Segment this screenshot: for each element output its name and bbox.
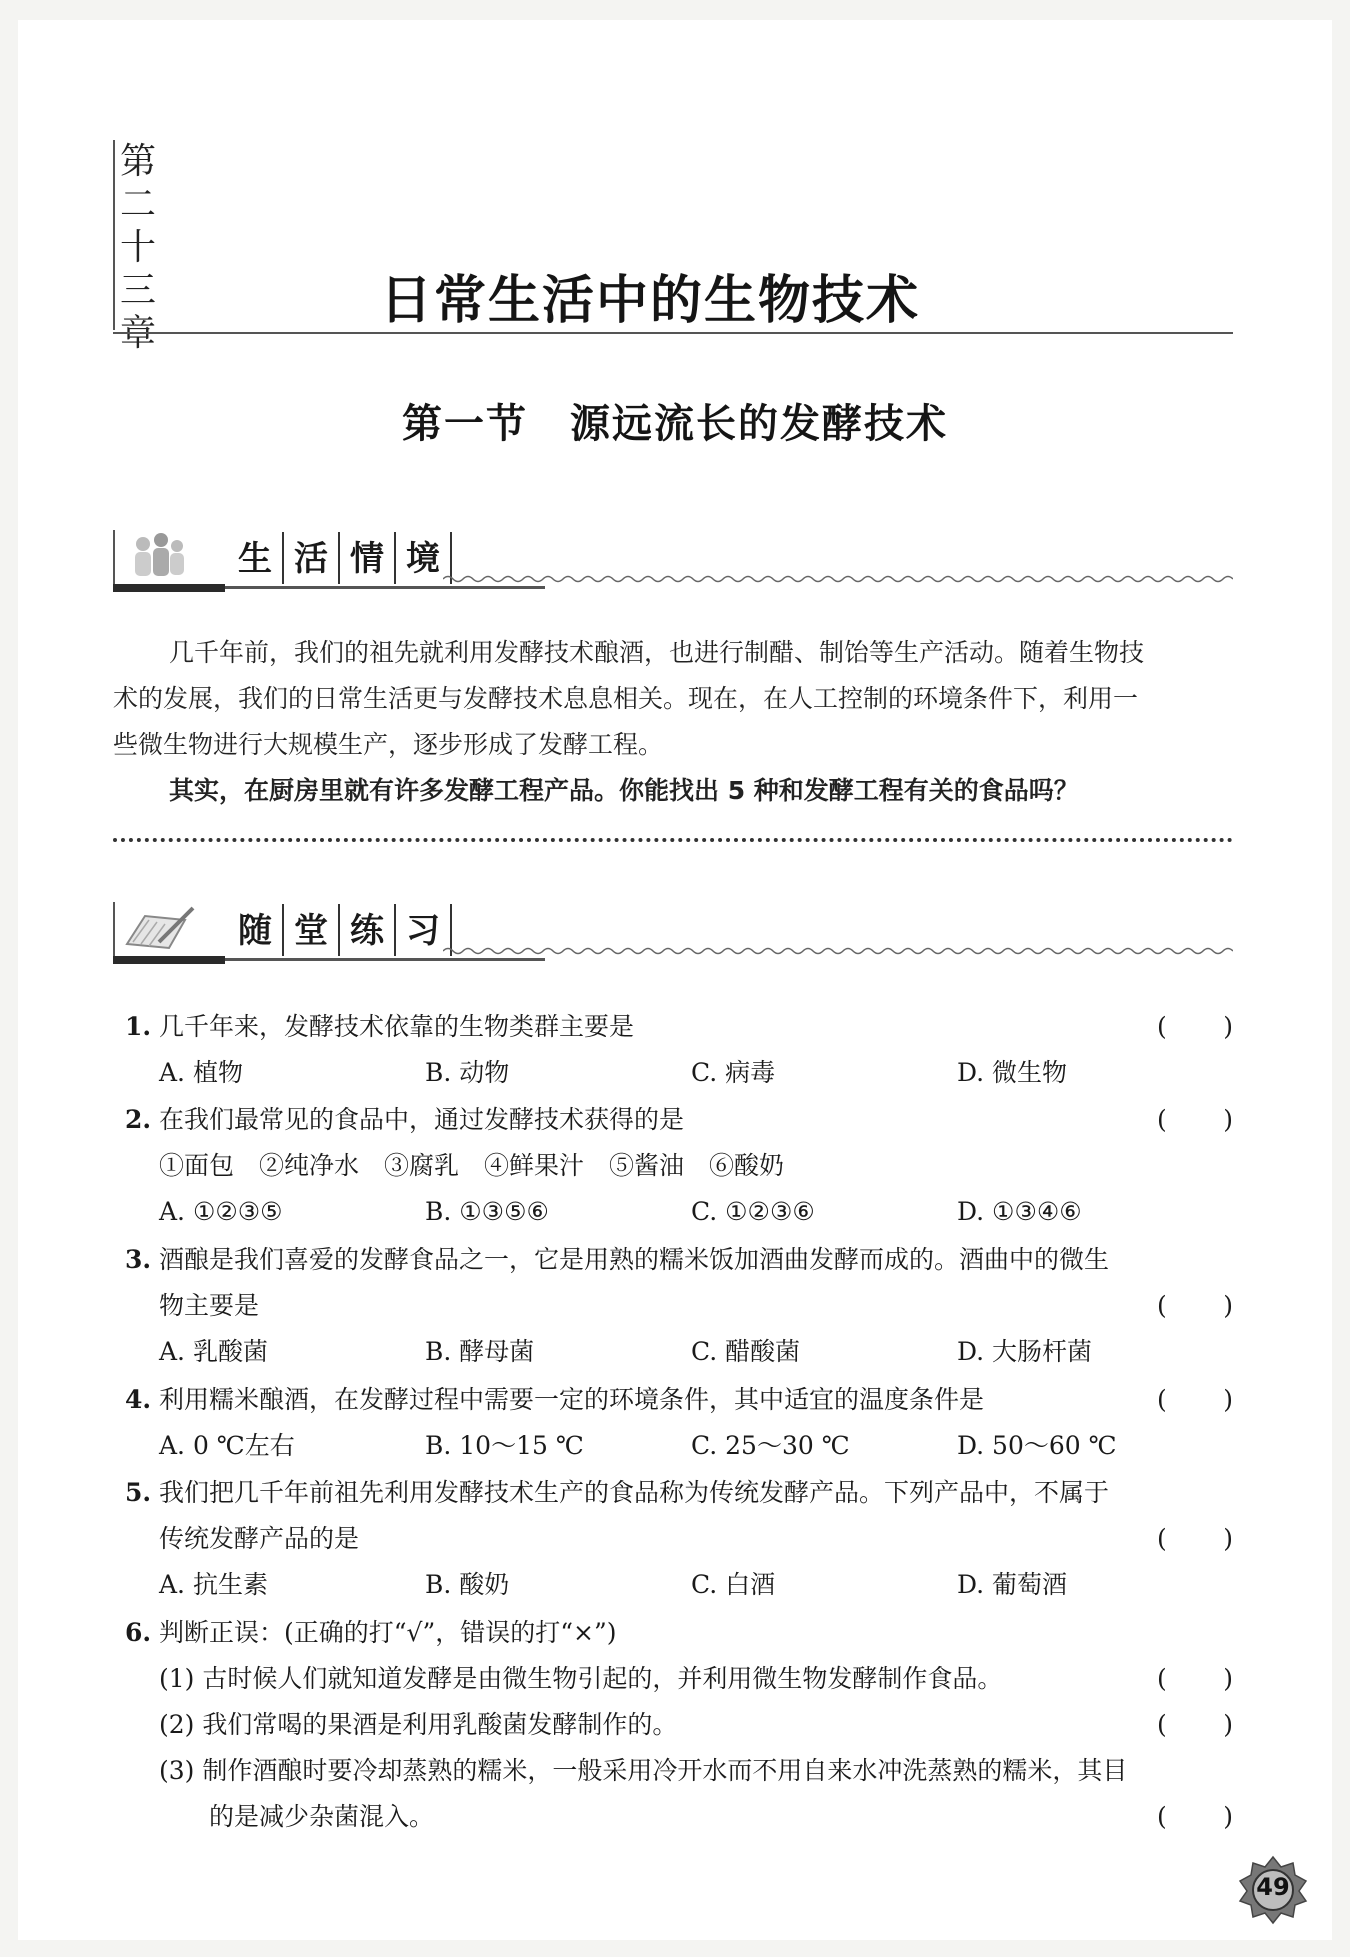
option-b[interactable]: B. ①③⑤⑥ — [425, 1197, 549, 1226]
chapter-char: 章 — [119, 313, 156, 354]
question-1 — [113, 1004, 1233, 1096]
option-d[interactable]: D. 葡萄酒 — [957, 1570, 1068, 1599]
statement-2: (2) 我们常喝的果酒是利用乳酸菌发酵制作的。 — [159, 1710, 678, 1739]
paren-open: ( — [1157, 1664, 1167, 1693]
notebook-pen-icon — [113, 902, 225, 956]
question-4 — [113, 1377, 1233, 1469]
paren-close: ) — [1223, 1664, 1233, 1693]
question-text: 在我们最常见的食品中，通过发酵技术获得的是 — [159, 1105, 685, 1134]
statement-3: (3) 制作酒酿时要冷却蒸熟的糯米，一般采用冷开水而不用自来水冲洗蒸熟的糯米，其目 — [159, 1756, 1128, 1785]
paren-open: ( — [1157, 1385, 1167, 1414]
paren-close: ) — [1223, 1385, 1233, 1414]
page-number-badge — [1238, 1855, 1308, 1925]
answer-blank[interactable] — [1157, 1004, 1233, 1050]
option-a[interactable]: A. 乳酸菌 — [159, 1337, 268, 1366]
statement-3-continued: 的是减少杂菌混入。 — [209, 1802, 435, 1831]
paragraph-line: 些微生物进行大规模生产，逐步形成了发酵工程。 — [113, 730, 664, 759]
question-text: 我们把几千年前祖先利用发酵技术生产的食品称为传统发酵产品。下列产品中，不属于 — [159, 1478, 1110, 1507]
dotted-divider — [113, 838, 1233, 842]
question-text-continued: 传统发酵产品的是 — [159, 1524, 360, 1553]
paren-open: ( — [1157, 1802, 1167, 1831]
chapter-char: 十 — [119, 227, 156, 268]
option-b[interactable]: B. 酵母菌 — [425, 1337, 535, 1366]
paragraph-line: 几千年前，我们的祖先就利用发酵技术酿酒，也进行制醋、制饴等生产活动。随着生物技 — [169, 638, 1145, 667]
banner-char: 生 — [228, 532, 284, 584]
life-context-paragraph — [113, 630, 1233, 814]
question-number: 6. — [125, 1618, 152, 1647]
paren-open: ( — [1157, 1291, 1167, 1320]
banner-char: 随 — [228, 904, 284, 956]
option-c[interactable]: C. 25～30 ℃ — [691, 1431, 850, 1460]
question-5 — [113, 1470, 1233, 1608]
paren-open: ( — [1157, 1524, 1167, 1553]
option-a[interactable]: A. 植物 — [159, 1058, 243, 1087]
banner-bar — [113, 956, 225, 964]
question-3 — [113, 1237, 1233, 1375]
practice-banner — [113, 902, 1233, 972]
answer-blank[interactable] — [1157, 1283, 1233, 1329]
chapter-char: 第 — [119, 141, 156, 182]
paren-close: ) — [1223, 1291, 1233, 1320]
banner-char: 练 — [340, 904, 396, 956]
question-text: 几千年来，发酵技术依靠的生物类群主要是 — [159, 1012, 635, 1041]
section-title: 第一节 源远流长的发酵技术 — [402, 400, 948, 447]
option-b[interactable]: B. 酸奶 — [425, 1570, 510, 1599]
option-d[interactable]: D. 50～60 ℃ — [957, 1431, 1117, 1460]
answer-blank[interactable] — [1157, 1377, 1233, 1423]
wave-divider — [443, 944, 1233, 958]
question-text-continued: 物主要是 — [159, 1291, 260, 1320]
chapter-rule — [113, 332, 1233, 334]
paren-open: ( — [1157, 1710, 1167, 1739]
paren-close: ) — [1223, 1105, 1233, 1134]
question-text: 利用糯米酿酒，在发酵过程中需要一定的环境条件，其中适宜的温度条件是 — [159, 1385, 985, 1414]
people-icon — [113, 530, 225, 584]
paren-close: ) — [1223, 1710, 1233, 1739]
banner-underline — [225, 586, 545, 589]
option-c[interactable]: C. 醋酸菌 — [691, 1337, 801, 1366]
paren-open: ( — [1157, 1105, 1167, 1134]
banner-title — [228, 532, 452, 584]
option-d[interactable]: D. 微生物 — [957, 1058, 1068, 1087]
question-number: 3. — [125, 1245, 152, 1274]
banner-char: 习 — [396, 904, 452, 956]
chapter-side-rule — [113, 140, 117, 330]
option-a[interactable]: A. 抗生素 — [159, 1570, 268, 1599]
option-c[interactable]: C. ①②③⑥ — [691, 1197, 815, 1226]
banner-underline — [225, 958, 545, 961]
banner-char: 情 — [340, 532, 396, 584]
wave-divider — [443, 572, 1233, 586]
question-number: 4. — [125, 1385, 152, 1414]
chapter-char: 三 — [119, 270, 156, 311]
banner-char: 境 — [396, 532, 452, 584]
chapter-char: 二 — [119, 184, 156, 225]
question-6 — [113, 1610, 1233, 1840]
banner-bar — [113, 584, 225, 592]
question-text: 判断正误：(正确的打“√”，错误的打“×”) — [159, 1618, 617, 1647]
page-number: 49 — [1256, 1873, 1290, 1901]
context-question: 其实，在厨房里就有许多发酵工程产品。你能找出 5 种和发酵工程有关的食品吗？ — [169, 776, 1079, 805]
option-a[interactable]: A. 0 ℃左右 — [159, 1431, 295, 1460]
paren-open: ( — [1157, 1012, 1167, 1041]
answer-blank[interactable] — [1157, 1516, 1233, 1562]
banner-title — [228, 904, 452, 956]
banner-char: 活 — [284, 532, 340, 584]
option-a[interactable]: A. ①②③⑤ — [159, 1197, 283, 1226]
question-text: 酒酿是我们喜爱的发酵食品之一，它是用熟的糯米饭加酒曲发酵而成的。酒曲中的微生 — [159, 1245, 1110, 1274]
paren-close: ) — [1223, 1012, 1233, 1041]
question-number: 5. — [125, 1478, 152, 1507]
answer-blank[interactable] — [1157, 1097, 1233, 1143]
option-c[interactable]: C. 病毒 — [691, 1058, 776, 1087]
answer-blank[interactable] — [1157, 1794, 1233, 1840]
option-d[interactable]: D. 大肠杆菌 — [957, 1337, 1093, 1366]
answer-blank[interactable] — [1157, 1702, 1233, 1748]
paren-close: ) — [1223, 1802, 1233, 1831]
question-number: 2. — [125, 1105, 152, 1134]
answer-blank[interactable] — [1157, 1656, 1233, 1702]
banner-char: 堂 — [284, 904, 340, 956]
statement-1: (1) 古时候人们就知道发酵是由微生物引起的，并利用微生物发酵制作食品。 — [159, 1664, 1003, 1693]
paragraph-line: 术的发展，我们的日常生活更与发酵技术息息相关。现在，在人工控制的环境条件下，利用一 — [113, 684, 1139, 713]
question-items: ①面包 ②纯净水 ③腐乳 ④鲜果汁 ⑤酱油 ⑥酸奶 — [159, 1151, 785, 1180]
paren-close: ) — [1223, 1524, 1233, 1553]
chapter-label — [118, 140, 158, 355]
option-d[interactable]: D. ①③④⑥ — [957, 1197, 1082, 1226]
option-b[interactable]: B. 10～15 ℃ — [425, 1431, 584, 1460]
life-context-banner — [113, 530, 1233, 600]
question-2 — [113, 1097, 1233, 1235]
option-b[interactable]: B. 动物 — [425, 1058, 510, 1087]
option-c[interactable]: C. 白酒 — [691, 1570, 776, 1599]
question-number: 1. — [125, 1012, 152, 1041]
chapter-title: 日常生活中的生物技术 — [380, 271, 921, 331]
